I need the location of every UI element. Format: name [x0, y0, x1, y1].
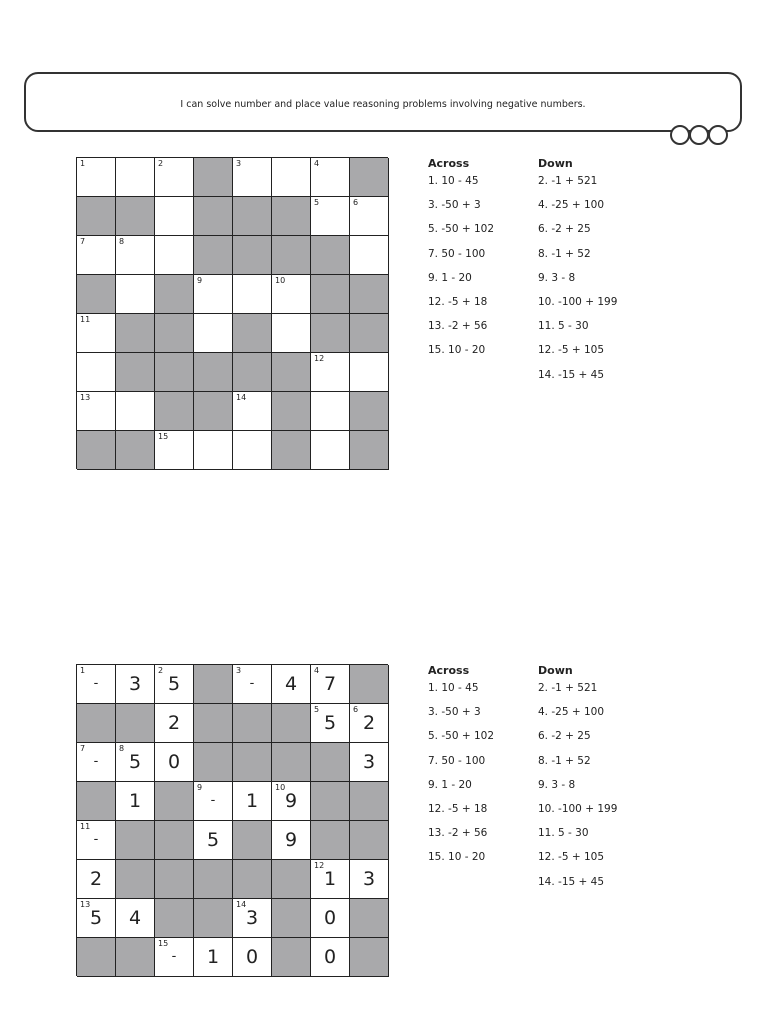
grid-cell-shaded [350, 782, 389, 821]
grid-cell[interactable] [155, 704, 194, 743]
clue-down: 11. 5 - 30 [538, 827, 589, 840]
grid-cell[interactable] [311, 353, 350, 392]
grid-cell-shaded [155, 860, 194, 899]
clue-down: 14. -15 + 45 [538, 875, 605, 888]
decorative-rings [670, 125, 727, 145]
clue-across: 13. -2 + 56 [428, 827, 488, 840]
answer-digit: 5 [206, 829, 220, 851]
grid-cell[interactable] [272, 665, 311, 704]
clue-number: 1 [80, 666, 86, 675]
clue-number: 13 [80, 900, 91, 909]
grid-cell[interactable] [194, 821, 233, 860]
grid-cell[interactable] [311, 899, 350, 938]
grid-cell[interactable] [350, 860, 389, 899]
clue-down: 4. -25 + 100 [538, 199, 605, 212]
clue-number: 12 [314, 861, 325, 870]
grid-cell[interactable] [155, 158, 194, 197]
grid-cell[interactable] [155, 431, 194, 470]
grid-cell[interactable] [116, 665, 155, 704]
clue-down: 8. -1 + 52 [538, 247, 591, 260]
clue-across: 7. 50 - 100 [428, 247, 486, 260]
grid-cell[interactable] [116, 236, 155, 275]
answer-digit: 5 [323, 712, 337, 734]
clue-down: 12. -5 + 105 [538, 344, 605, 357]
grid-cell-shaded [77, 197, 116, 236]
clue-across: 12. -5 + 18 [428, 802, 488, 815]
answer-digit: 1 [245, 790, 259, 812]
grid-cell[interactable] [77, 743, 116, 782]
answer-digit: 2 [362, 712, 376, 734]
grid-cell-shaded [233, 821, 272, 860]
grid-cell[interactable] [311, 665, 350, 704]
grid-cell-shaded [272, 353, 311, 392]
answer-digit: - [249, 676, 255, 691]
answer-digit: 5 [89, 907, 103, 929]
grid-cell-shaded [77, 431, 116, 470]
grid-cell-shaded [194, 236, 233, 275]
answer-digit: 5 [128, 751, 142, 773]
clue-number: 2 [158, 159, 164, 168]
grid-cell[interactable] [155, 197, 194, 236]
grid-cell-shaded [194, 665, 233, 704]
clue-number: 13 [80, 393, 91, 402]
clue-number: 9 [197, 276, 203, 285]
answer-digit: 4 [128, 907, 142, 929]
grid-cell-shaded [116, 938, 155, 977]
grid-cell[interactable] [116, 275, 155, 314]
grid-cell-shaded [155, 314, 194, 353]
grid-cell[interactable] [311, 704, 350, 743]
across-clues-top [428, 157, 528, 369]
grid-cell-shaded [194, 704, 233, 743]
grid-cell[interactable] [311, 392, 350, 431]
objective-box [24, 72, 742, 132]
clue-number: 6 [353, 198, 359, 207]
clue-number: 15 [158, 939, 169, 948]
grid-cell-shaded [311, 314, 350, 353]
grid-cell-shaded [77, 704, 116, 743]
clue-number: 15 [158, 432, 169, 441]
grid-cell[interactable] [233, 938, 272, 977]
clue-number: 3 [236, 666, 242, 675]
clue-number: 10 [275, 783, 286, 792]
answer-digit: 3 [128, 673, 142, 695]
clue-across: 15. 10 - 20 [428, 344, 486, 357]
clue-number: 7 [80, 744, 86, 753]
grid-cell[interactable] [77, 899, 116, 938]
grid-cell[interactable] [194, 314, 233, 353]
grid-cell-shaded [116, 431, 155, 470]
clue-across: 13. -2 + 56 [428, 320, 488, 333]
answer-digit: 9 [284, 829, 298, 851]
grid-cell-shaded [77, 782, 116, 821]
answer-digit: 9 [284, 790, 298, 812]
grid-cell-shaded [272, 704, 311, 743]
answer-digit: 0 [323, 946, 337, 968]
grid-cell[interactable] [350, 743, 389, 782]
clue-down: 2. -1 + 521 [538, 682, 598, 694]
grid-cell-shaded [272, 431, 311, 470]
grid-cell[interactable] [155, 236, 194, 275]
grid-cell[interactable] [233, 782, 272, 821]
clue-across: 1. 10 - 45 [428, 682, 479, 694]
clue-down: 10. -100 + 199 [538, 295, 618, 308]
grid-cell[interactable] [77, 353, 116, 392]
grid-cell-shaded [350, 938, 389, 977]
clue-down: 14. -15 + 45 [538, 368, 605, 381]
grid-cell[interactable] [77, 860, 116, 899]
grid-cell-shaded [272, 743, 311, 782]
grid-cell[interactable] [155, 743, 194, 782]
grid-cell-shaded [311, 821, 350, 860]
clue-number: 5 [314, 705, 320, 714]
grid-cell[interactable] [194, 782, 233, 821]
grid-cell-shaded [155, 275, 194, 314]
grid-cell[interactable] [311, 938, 350, 977]
grid-cell[interactable] [311, 431, 350, 470]
clue-across: 3. -50 + 3 [428, 706, 481, 719]
clue-across: 15. 10 - 20 [428, 851, 486, 864]
clue-down: 12. -5 + 105 [538, 851, 605, 864]
grid-cell[interactable] [155, 938, 194, 977]
clue-down: 11. 5 - 30 [538, 320, 589, 333]
clue-down: 6. -2 + 25 [538, 730, 591, 743]
grid-cell[interactable] [233, 275, 272, 314]
across-heading: Across [428, 157, 470, 170]
grid-cell[interactable] [233, 158, 272, 197]
clue-down: 4. -25 + 100 [538, 706, 605, 719]
answer-digit: - [93, 676, 99, 691]
grid-cell[interactable] [272, 314, 311, 353]
grid-cell-shaded [350, 314, 389, 353]
grid-cell-shaded [272, 938, 311, 977]
grid-cell[interactable] [116, 899, 155, 938]
answer-digit: - [93, 754, 99, 769]
crossword-grid-answers [76, 664, 388, 976]
grid-cell[interactable] [233, 899, 272, 938]
across-heading: Across [428, 664, 470, 677]
clue-down: 6. -2 + 25 [538, 223, 591, 236]
ring-icon [689, 125, 709, 145]
answer-digit: 3 [245, 907, 259, 929]
grid-cell[interactable] [272, 821, 311, 860]
grid-cell-shaded [350, 158, 389, 197]
clue-across: 12. -5 + 18 [428, 295, 488, 308]
clue-number: 4 [314, 666, 320, 675]
grid-cell-shaded [155, 353, 194, 392]
clue-across: 7. 50 - 100 [428, 754, 486, 767]
down-heading: Down [538, 664, 573, 677]
grid-cell[interactable] [77, 821, 116, 860]
grid-cell-shaded [272, 197, 311, 236]
answer-digit: 0 [323, 907, 337, 929]
grid-cell[interactable] [350, 353, 389, 392]
grid-cell[interactable] [233, 665, 272, 704]
answer-digit: 1 [323, 868, 337, 890]
grid-cell[interactable] [77, 158, 116, 197]
grid-cell-shaded [116, 353, 155, 392]
clue-across: 3. -50 + 3 [428, 199, 481, 212]
grid-cell[interactable] [272, 782, 311, 821]
grid-cell[interactable] [77, 665, 116, 704]
clue-across: 9. 1 - 20 [428, 778, 472, 791]
clue-down: 8. -1 + 52 [538, 754, 591, 767]
grid-cell[interactable] [116, 743, 155, 782]
clue-number: 1 [80, 159, 86, 168]
clue-down: 10. -100 + 199 [538, 802, 618, 815]
clue-down: 9. 3 - 8 [538, 271, 576, 284]
grid-cell-shaded [350, 431, 389, 470]
clue-number: 11 [80, 822, 91, 831]
grid-cell-shaded [194, 899, 233, 938]
grid-cell-shaded [155, 392, 194, 431]
answer-digit: 3 [362, 751, 376, 773]
grid-cell[interactable] [272, 275, 311, 314]
answer-digit: 0 [167, 751, 181, 773]
grid-cell[interactable] [116, 392, 155, 431]
grid-cell[interactable] [350, 236, 389, 275]
grid-cell-shaded [194, 392, 233, 431]
grid-cell-shaded [272, 236, 311, 275]
across-clues-bottom [428, 664, 528, 876]
grid-cell[interactable] [350, 704, 389, 743]
objective-text: I can solve number and place value reasoning problems involving negative numbers. [180, 99, 586, 110]
grid-cell[interactable] [116, 158, 155, 197]
grid-cell-shaded [311, 743, 350, 782]
grid-cell-shaded [233, 314, 272, 353]
grid-cell-shaded [77, 275, 116, 314]
answer-digit: 7 [323, 673, 337, 695]
grid-cell[interactable] [311, 197, 350, 236]
grid-cell-shaded [311, 236, 350, 275]
grid-cell-shaded [116, 704, 155, 743]
grid-cell-shaded [350, 392, 389, 431]
clue-number: 2 [158, 666, 164, 675]
grid-cell-shaded [311, 275, 350, 314]
answer-digit: 3 [362, 868, 376, 890]
grid-cell-shaded [233, 743, 272, 782]
clue-across: 5. -50 + 102 [428, 730, 495, 743]
grid-cell[interactable] [194, 431, 233, 470]
down-clues-top [538, 157, 648, 393]
answer-digit: - [93, 832, 99, 847]
clue-number: 5 [314, 198, 320, 207]
grid-cell[interactable] [350, 197, 389, 236]
grid-cell[interactable] [155, 665, 194, 704]
answer-digit: 2 [89, 868, 103, 890]
clue-number: 6 [353, 705, 359, 714]
grid-cell-shaded [116, 314, 155, 353]
clue-number: 8 [119, 237, 125, 246]
answer-digit: - [210, 793, 216, 808]
clue-number: 14 [236, 900, 247, 909]
grid-cell-shaded [350, 665, 389, 704]
clue-number: 4 [314, 159, 320, 168]
grid-cell[interactable] [311, 860, 350, 899]
grid-cell-shaded [233, 236, 272, 275]
answer-digit: 1 [128, 790, 142, 812]
grid-cell-shaded [233, 704, 272, 743]
answer-digit: 5 [167, 673, 181, 695]
grid-cell-shaded [77, 938, 116, 977]
grid-cell-shaded [194, 158, 233, 197]
answer-digit: - [171, 949, 177, 964]
clue-number: 8 [119, 744, 125, 753]
grid-cell-shaded [350, 899, 389, 938]
grid-cell[interactable] [194, 275, 233, 314]
clue-number: 9 [197, 783, 203, 792]
grid-cell-shaded [350, 275, 389, 314]
grid-cell[interactable] [116, 782, 155, 821]
clue-number: 12 [314, 354, 325, 363]
grid-cell-shaded [194, 743, 233, 782]
answer-digit: 1 [206, 946, 220, 968]
answer-digit: 0 [245, 946, 259, 968]
grid-cell-shaded [233, 197, 272, 236]
clue-number: 14 [236, 393, 247, 402]
grid-cell-shaded [350, 821, 389, 860]
clue-number: 11 [80, 315, 91, 324]
clue-across: 1. 10 - 45 [428, 175, 479, 187]
grid-cell-shaded [155, 821, 194, 860]
clue-number: 3 [236, 159, 242, 168]
grid-cell-shaded [194, 353, 233, 392]
grid-cell-shaded [272, 392, 311, 431]
grid-cell-shaded [155, 899, 194, 938]
grid-cell[interactable] [233, 392, 272, 431]
ring-icon [708, 125, 728, 145]
grid-cell-shaded [116, 860, 155, 899]
grid-cell-shaded [272, 899, 311, 938]
answer-digit: 4 [284, 673, 298, 695]
grid-cell[interactable] [194, 938, 233, 977]
grid-cell[interactable] [77, 236, 116, 275]
answer-digit: 2 [167, 712, 181, 734]
clue-number: 10 [275, 276, 286, 285]
clue-number: 7 [80, 237, 86, 246]
grid-cell-shaded [116, 197, 155, 236]
grid-cell-shaded [233, 353, 272, 392]
grid-cell-shaded [233, 860, 272, 899]
clue-down: 9. 3 - 8 [538, 778, 576, 791]
down-heading: Down [538, 157, 573, 170]
crossword-grid-blank [76, 157, 388, 469]
grid-cell-shaded [194, 197, 233, 236]
grid-cell[interactable] [233, 431, 272, 470]
grid-cell[interactable] [272, 158, 311, 197]
grid-cell-shaded [194, 860, 233, 899]
clue-across: 9. 1 - 20 [428, 271, 472, 284]
grid-cell[interactable] [77, 314, 116, 353]
clue-across: 5. -50 + 102 [428, 223, 495, 236]
ring-icon [670, 125, 690, 145]
grid-cell-shaded [311, 782, 350, 821]
grid-cell[interactable] [311, 158, 350, 197]
grid-cell-shaded [272, 860, 311, 899]
grid-cell-shaded [116, 821, 155, 860]
grid-cell[interactable] [77, 392, 116, 431]
grid-cell-shaded [155, 782, 194, 821]
clue-down: 2. -1 + 521 [538, 175, 598, 187]
down-clues-bottom [538, 664, 648, 900]
